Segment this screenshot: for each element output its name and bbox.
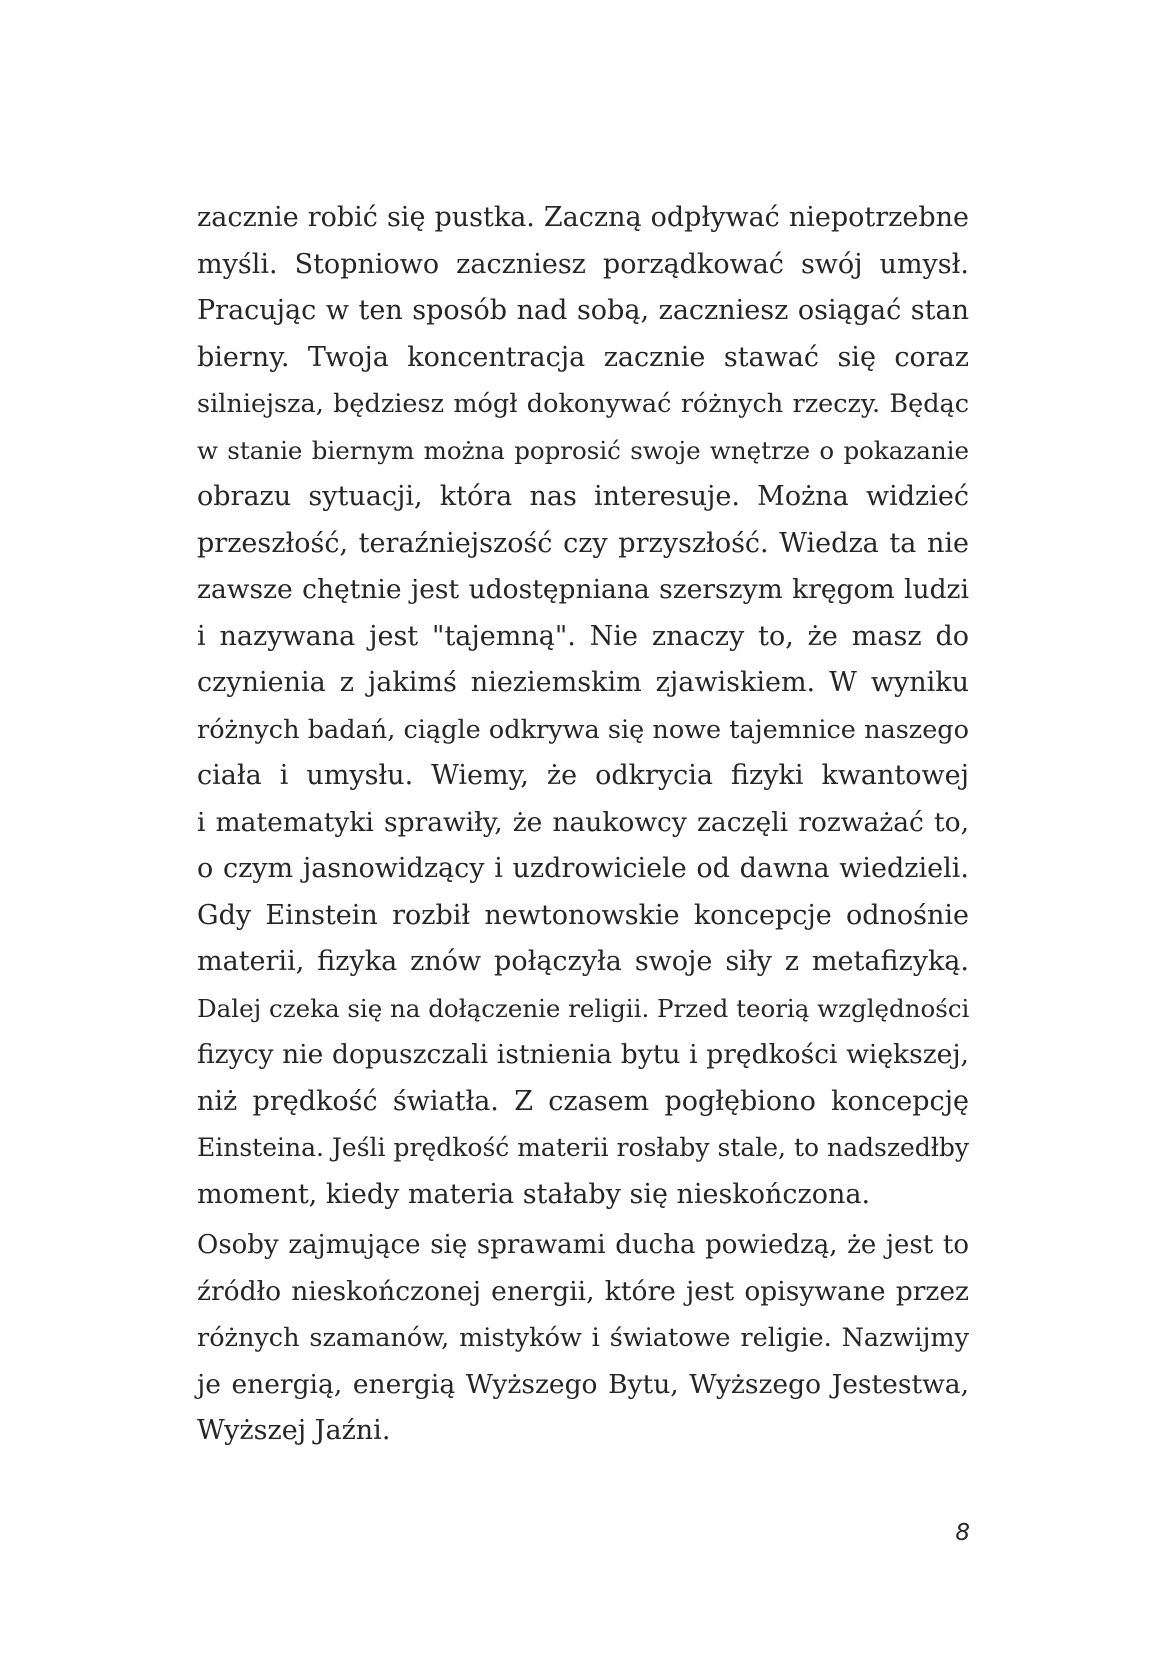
text-line: materii, fizyka znów połączyła swoje siły z metafizyką. <box>197 946 969 977</box>
text-line: czynienia z jakimś nieziemskim zjawiskiem. W wyniku <box>197 667 969 698</box>
text-line: i matematyki sprawiły, że naukowcy zaczęli rozważać to, <box>197 806 969 838</box>
text-line: Osoby zajmujące się sprawami ducha powiedzą, że jest to <box>197 1230 969 1260</box>
text-line: Pracując w ten sposób nad sobą, zaczniesz osiągać stan <box>197 295 969 326</box>
text-line: i nazywana jest "tajemną". Nie znaczy to, że masz do <box>197 620 969 652</box>
text-line: ciała i umysłu. Wiemy, że odkrycia fizyki kwantowej <box>197 760 969 791</box>
text-line: je energią, energią Wyższego Bytu, Wyższego Jestestwa, <box>197 1368 969 1400</box>
text-line: Wyższej Jaźni. <box>197 1415 391 1446</box>
text-line: fizycy nie dopuszczali istnienia bytu i prędkości większej, <box>197 1039 969 1070</box>
paragraph-1 <box>197 195 969 1218</box>
text-line: bierny. Twoja koncentracja zacznie stawać się coraz <box>197 341 969 373</box>
text-line: moment, kiedy materia stałaby się nieskończona. <box>197 1178 871 1210</box>
text-line: Einsteina. Jeśli prędkość materii rosłaby stale, to nadszedłby <box>197 1133 970 1162</box>
text-line: różnych badań, ciągle odkrywa się nowe tajemnice naszego <box>197 714 969 745</box>
paragraph-2 <box>197 1222 969 1455</box>
text-line: Dalej czeka się na dołączenie religii. Przed teorią względności <box>197 993 970 1023</box>
body-text <box>197 195 969 1455</box>
text-line: zacznie robić się pustka. Zaczną odpływać niepotrzebne <box>197 202 969 233</box>
text-line: zawsze chętnie jest udostępniana szerszym kręgom ludzi <box>197 574 969 605</box>
text-line: różnych szamanów, mistyków i światowe religie. Nazwijmy <box>197 1323 969 1353</box>
text-line: Gdy Einstein rozbił newtonowskie koncepcje odnośnie <box>197 899 969 931</box>
text-line: silniejsza, będziesz mógł dokonywać różnych rzeczy. Będąc <box>197 389 969 419</box>
page-number: 8 <box>955 1520 970 1546</box>
text-line: w stanie biernym można poprosić swoje wnętrze o pokazanie <box>197 435 969 465</box>
text-line: obrazu sytuacji, która nas interesuje. Można widzieć <box>197 481 969 512</box>
text-line: o czym jasnowidzący i uzdrowiciele od dawna wiedzieli. <box>197 853 969 884</box>
text-line: przeszłość, teraźniejszość czy przyszłość. Wiedza ta nie <box>197 527 969 559</box>
text-line: niż prędkość światła. Z czasem pogłębiono koncepcję <box>197 1085 969 1117</box>
text-line: myśli. Stopniowo zaczniesz porządkować swój umysł. <box>197 248 969 280</box>
text-line: źródło nieskończonej energii, które jest opisywane przez <box>197 1275 969 1307</box>
